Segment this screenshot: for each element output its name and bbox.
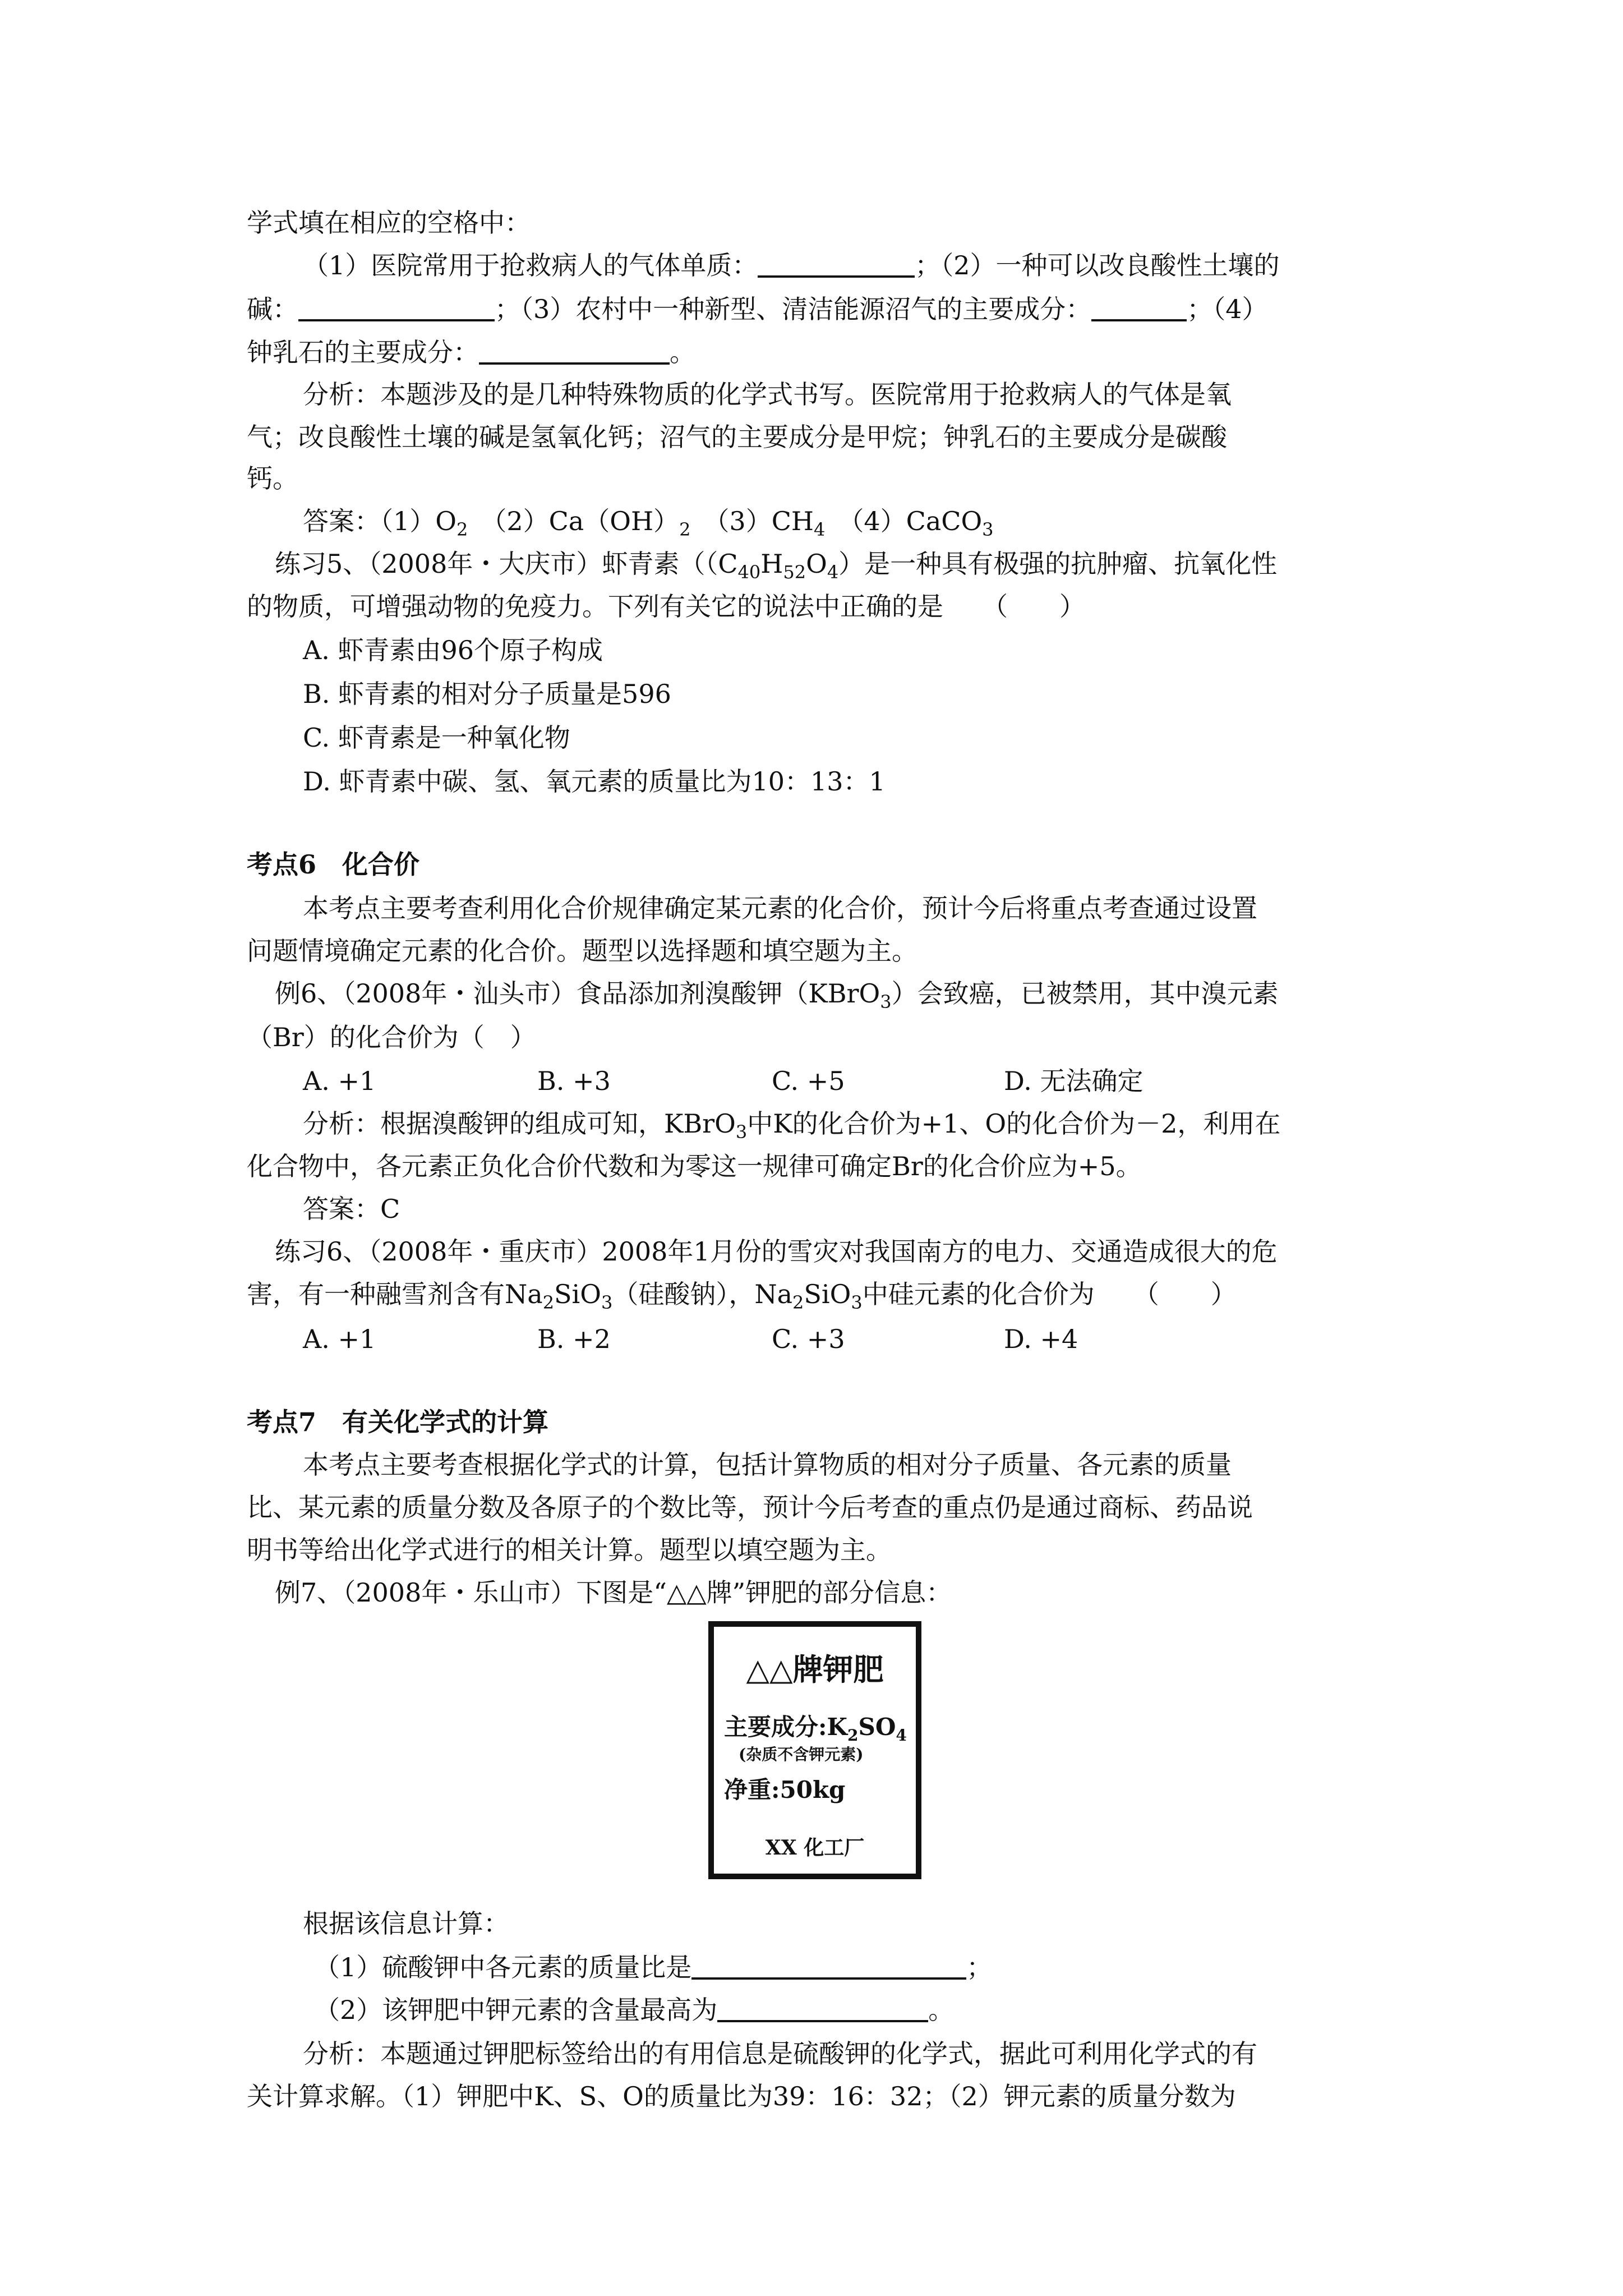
question-line — [247, 292, 1391, 326]
section-7-intro — [303, 1447, 1391, 1482]
option-a[interactable] — [303, 633, 1391, 668]
option-b[interactable] — [303, 677, 1391, 711]
option-a[interactable]: A. +1 — [303, 1066, 376, 1096]
analysis-line — [247, 461, 1391, 496]
text: ； — [966, 1952, 993, 1982]
text: （1）硫酸钾中各元素的质量比是 — [314, 1952, 692, 1982]
section-7-title: 考点7 有关化学式的计算 — [247, 1407, 549, 1437]
subscript: 2 — [847, 1726, 859, 1745]
text: （Br）的化合价为（ ） — [247, 1022, 536, 1052]
text: 例7、（2008年・乐山市）下图是“△△牌”钾肥的部分信息： — [275, 1577, 952, 1608]
calc-intro — [303, 1906, 1391, 1941]
text: SiO — [554, 1279, 601, 1309]
option-c[interactable] — [303, 720, 1391, 755]
text: 钟乳石的主要成分： — [247, 337, 479, 367]
section-6-title: 考点6 化合价 — [247, 849, 420, 880]
text: 化合物中，各元素正负化合价代数和为零这一规律可确定Br的化合价应为+5。 — [247, 1151, 1142, 1181]
text: 练习6、（2008年・重庆市）2008年1月份的雪灾对我国南方的电力、交通造成很大的危 — [275, 1236, 1278, 1267]
subscript: 3 — [982, 519, 994, 540]
text: 本考点主要考查利用化合价规律确定某元素的化合价，预计今后将重点考查通过设置 — [303, 893, 1257, 923]
answer-blank[interactable] — [1091, 295, 1187, 321]
text: 本考点主要考查根据化学式的计算，包括计算物质的相对分子质量、各元素的质量 — [303, 1450, 1232, 1480]
exercise-5-line — [247, 589, 1391, 624]
answer-blank[interactable] — [691, 1953, 966, 1980]
text: 明书等给出化学式进行的相关计算。题型以填空题为主。 — [247, 1535, 892, 1565]
analysis-line — [303, 2036, 1391, 2071]
text: 。 — [670, 337, 695, 367]
label-main-component — [724, 1709, 907, 1745]
text: 钙。 — [247, 463, 298, 494]
exercise-5-line — [275, 546, 1391, 581]
question-line — [247, 335, 1391, 370]
text: ）会致癌，已被禁用，其中溴元素 — [891, 978, 1279, 1009]
subscript: 2 — [792, 1292, 804, 1313]
analysis-line — [247, 2079, 1391, 2114]
subscript: 52 — [783, 562, 806, 583]
option-d[interactable]: D. 无法确定 — [1004, 1066, 1144, 1096]
answer-blank[interactable] — [479, 338, 670, 365]
text: 比、某元素的质量分数及各原子的个数比等，预计今后考查的重点仍是通过商标、药品说 — [247, 1492, 1253, 1522]
text: 分析：本题通过钾肥标签给出的有用信息是硫酸钾的化学式，据此可利用化学式的有 — [303, 2039, 1257, 2069]
option-c[interactable]: C. +5 — [772, 1066, 845, 1096]
text: O — [806, 549, 827, 579]
subscript: 4 — [827, 562, 839, 583]
label-maker: XX 化工厂 — [765, 1836, 865, 1860]
text: （1）医院常用于抢救病人的气体单质： — [303, 250, 758, 280]
text: ；（2）一种可以改良酸性土壤的 — [915, 250, 1280, 280]
label-note: (杂质不含钾元素) — [739, 1745, 864, 1764]
text: 答案：（1）O — [303, 506, 457, 536]
label-net-weight: 净重:50kg — [724, 1776, 846, 1803]
subscript: 3 — [880, 991, 892, 1013]
analysis-line — [303, 1106, 1391, 1141]
text: 气；改良酸性土壤的碱是氢氧化钙；沼气的主要成分是甲烷；钟乳石的主要成分是碳酸 — [247, 422, 1227, 452]
text: ）是一种具有极强的抗肿瘤、抗氧化性 — [838, 549, 1278, 579]
text: D. 虾青素中碳、氢、氧元素的质量比为10：13：1 — [303, 766, 886, 797]
answer-line — [303, 504, 1391, 539]
text: （2）Ca（OH） — [494, 506, 680, 536]
text: 碱： — [247, 294, 298, 324]
example-7-line — [275, 1575, 1391, 1610]
text: 根据该信息计算： — [303, 1908, 509, 1939]
fertilizer-label-image — [708, 1621, 921, 1879]
text: ；（3）农村中一种新型、清洁能源沼气的主要成分： — [495, 294, 1092, 324]
text: 中硅元素的化合价为 （ ） — [862, 1279, 1237, 1309]
option-d[interactable] — [303, 764, 1391, 799]
answer-line — [303, 1191, 1391, 1226]
text: 问题情境确定元素的化合价。题型以选择题和填空题为主。 — [247, 936, 917, 966]
text: 的物质，可增强动物的免疫力。下列有关它的说法中正确的是 （ ） — [247, 591, 1085, 622]
text: 关计算求解。（1）钾肥中K、S、O的质量比为39：16：32；（2）钾元素的质量分数为 — [247, 2081, 1236, 2111]
example-6-line — [275, 976, 1391, 1011]
subscript: 4 — [896, 1726, 907, 1745]
example-6-line — [247, 1020, 1391, 1055]
subscript: 2 — [456, 519, 468, 540]
text: （4）CaCO — [851, 506, 983, 536]
option-c[interactable]: C. +3 — [772, 1324, 845, 1354]
question-line — [314, 1993, 1458, 2027]
text: 中K的化合价为+1、O的化合价为－2，利用在 — [747, 1108, 1281, 1139]
question-line — [303, 248, 1391, 283]
analysis-line — [303, 377, 1391, 412]
option-d[interactable]: D. +4 — [1004, 1324, 1078, 1354]
analysis-line — [247, 1149, 1391, 1184]
subscript: 2 — [542, 1292, 555, 1313]
text: （3）CH — [716, 506, 814, 536]
subscript: 3 — [601, 1292, 613, 1313]
text: ；（4） — [1187, 294, 1268, 324]
label-title: △△牌钾肥 — [746, 1651, 884, 1687]
option-a[interactable]: A. +1 — [303, 1324, 376, 1354]
subscript: 4 — [814, 519, 826, 540]
subscript: 3 — [851, 1292, 863, 1313]
question-line — [314, 1950, 1458, 1985]
exercise-6-line — [247, 1277, 1391, 1312]
text: H — [760, 549, 783, 579]
text: SO — [858, 1713, 896, 1741]
text: 分析：本题涉及的是几种特殊物质的化学式书写。医院常用于抢救病人的气体是氧 — [303, 379, 1232, 409]
text: （硅酸钠），Na — [612, 1279, 793, 1309]
subscript: 3 — [735, 1121, 748, 1143]
subscript: 2 — [679, 519, 691, 540]
answer-blank[interactable] — [717, 1995, 928, 2022]
text: 学式填在相应的空格中： — [247, 208, 531, 238]
option-b[interactable]: B. +2 — [537, 1324, 611, 1354]
section-6-intro — [303, 891, 1391, 926]
section-6-intro — [247, 933, 1391, 968]
text: 主要成分:K — [724, 1713, 848, 1741]
text: 分析：根据溴酸钾的组成可知，KBrO — [303, 1108, 736, 1139]
text: （2）该钾肥中钾元素的含量最高为 — [314, 1995, 718, 2025]
answer-blank[interactable] — [298, 295, 495, 321]
text: 答案：C — [303, 1194, 400, 1224]
section-7-intro — [247, 1533, 1391, 1567]
subscript: 40 — [737, 562, 761, 583]
option-b[interactable]: B. +3 — [537, 1066, 611, 1096]
exercise-6-line — [275, 1234, 1391, 1269]
section-7-intro — [247, 1490, 1391, 1525]
text: 练习5、（2008年・大庆市）虾青素（（C — [275, 549, 738, 579]
question-line — [247, 205, 1391, 240]
text: 。 — [928, 1995, 955, 2025]
text: SiO — [804, 1279, 851, 1309]
text: C. 虾青素是一种氧化物 — [303, 723, 570, 753]
text: B. 虾青素的相对分子质量是596 — [303, 679, 671, 709]
text: 害，有一种融雪剂含有Na — [247, 1279, 543, 1309]
text: A. 虾青素由96个原子构成 — [303, 635, 603, 665]
analysis-line — [247, 420, 1391, 454]
text: 例6、（2008年・汕头市）食品添加剂溴酸钾（KBrO — [275, 978, 880, 1009]
answer-blank[interactable] — [758, 251, 915, 278]
